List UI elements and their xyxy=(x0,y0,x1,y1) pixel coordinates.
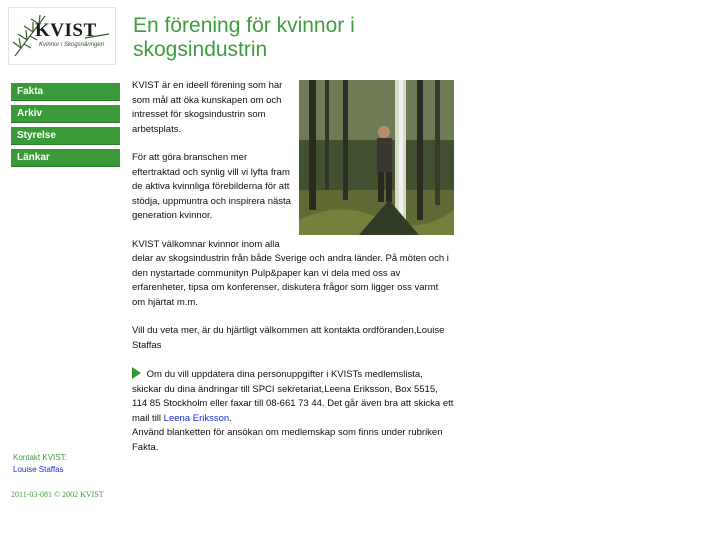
contact-link[interactable]: Louise Staffas xyxy=(13,465,64,474)
logo-wordmark: KVIST xyxy=(35,20,97,41)
update-text: Om du vill uppdatera dina personuppgifter i KVISTs medlemslista, skickar du dina ändringar till SPCI sekretariat,Leena Eriksson, Box 5515, 114 85 Stockholm eller faxar till 08-661 73 44. Det går även bra att skicka ett mail till xyxy=(132,369,454,424)
contact-block xyxy=(13,452,67,476)
welcome-paragraph: KVIST välkomnar kvinnor inom alla delar av skogsindustrin från både Sverige och andra länder. På möten och i den nystartade communityn Pulp&paper kan vi dela med oss av erfarenheter, tipsa om konferenser, diskutera frågor som ligger oss varmt om hjärtat m.m. xyxy=(132,238,449,308)
forest-photo xyxy=(299,80,454,235)
nav-item-lankar[interactable]: Länkar xyxy=(11,149,120,167)
update-paragraph xyxy=(132,367,454,455)
mission-paragraph: För att göra branschen mer eftertraktad och synlig vill vi lyfta fram de aktiva kvinnliga förebilderna för att stödja, uppmuntra och inspirera nästa generation kvinnor. xyxy=(132,152,291,221)
update-text-end: . xyxy=(229,412,232,424)
nav-item-fakta[interactable]: Fakta xyxy=(11,83,120,101)
intro-paragraph: KVIST är en ideell förening som har som mål att öka kunskapen om och intresset för skogsindustrin som arbetsplats. xyxy=(132,80,283,135)
arrow-right-icon xyxy=(132,367,141,379)
leena-eriksson-link[interactable]: Leena Eriksson xyxy=(163,412,230,424)
nav-item-styrelse[interactable]: Styrelse xyxy=(11,127,120,145)
footer-copyright: 2011-03-081 © 2002 KVIST xyxy=(11,490,104,499)
contact-paragraph: Vill du veta mer, är du hjärtligt välkommen att kontakta ordföranden,Louise Staffas xyxy=(132,325,445,351)
logo-tagline: Kvinnor i Skogsnäringen xyxy=(39,42,105,48)
contact-label: Kontakt KVIST: xyxy=(13,453,67,462)
main-content xyxy=(132,79,454,455)
page-title: En förening för kvinnor i skogsindustrin xyxy=(133,14,355,61)
membership-text: Använd blanketten för ansökan om medlemskap som finns under rubriken Fakta. xyxy=(132,427,443,453)
sidebar-nav xyxy=(11,83,120,171)
nav-item-arkiv[interactable]: Arkiv xyxy=(11,105,120,123)
forest-woman-image xyxy=(299,80,454,235)
logo[interactable] xyxy=(8,7,116,65)
